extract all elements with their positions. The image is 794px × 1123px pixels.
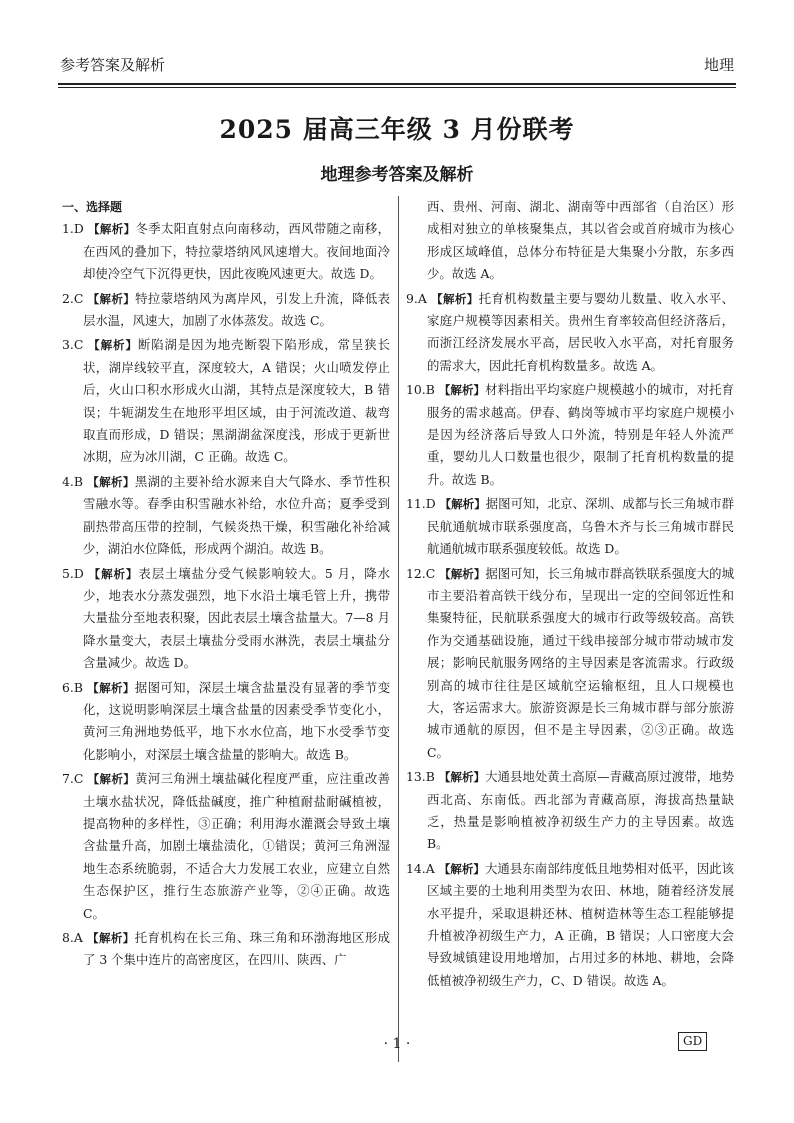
header-subject: 地理	[703, 56, 734, 74]
answer-item-4: 4.B 【解析】黑湖的主要补给水源来自大气降水、季节性积雪融水等。春季由积雪融水补给，水位升高；夏季受到副热带高压带的控制，气候炎热干燥，积雪融化补给减少，湖泊水位降低，形成两个湖泊。故选 B。	[62, 473, 391, 557]
answer-item-13: 13.B 【解析】大通县地处黄土高原—青藏高原过渡带，地势西北高、东南低。西北部为青藏高原，海拔高热量缺乏，热量是影响植被净初级生产力的主导因素。故选 B。	[406, 769, 734, 852]
page-number: · 1 ·	[383, 1036, 411, 1052]
section-heading: 一、选择题	[62, 200, 123, 214]
answer-item-8: 8.A 【解析】托育机构在长三角、珠三角和环渤海地区形成了 3 个集中连片的高密度区，在四川、陕西、广	[62, 930, 390, 968]
answer-item-6: 6.B 【解析】据图可知，深层土壤含盐量没有显著的季节变化，这说明影响深层土壤含盐量的因素受季节变化小，黄河三角洲地势低平，地下水水位高，地下水受季节变化影响小，对深层土壤含盐量的影响大。故选 B。	[62, 679, 391, 762]
edition-code-box: GD	[678, 1032, 707, 1051]
header-rule	[58, 83, 736, 85]
answer-item-2: 2.C 【解析】特拉蒙塔纳风为离岸风，引发上升流，降低表层水温，风速大，加剧了水体蒸发。故选 C。	[62, 290, 391, 329]
answer-item-7: 7.C 【解析】黄河三角洲土壤盐碱化程度严重，应注重改善土壤水盐状况，降低盐碱度，推广种植耐盐耐碱植被，提高物种的多样性，③正确；利用海水灌溉会导致土壤含盐量升高，加剧土壤盐渍化，①错误；黄河三角洲湿地生态系统脆弱，不适合大力发展工农业，应建立自然生态保护区，推行生态旅游产业等，②④正确。故选 C。	[62, 771, 391, 921]
column-divider	[398, 196, 399, 1062]
right-column	[406, 196, 734, 994]
answer-item-11: 11.D 【解析】据图可知，北京、深圳、成都与长三角城市群民航通航城市联系强度高，乌鲁木齐与长三角城市群民航通航城市联系强度较低。故选 D。	[406, 496, 735, 557]
left-column	[62, 196, 390, 974]
answer-item-14: 14.A 【解析】大通县东南部纬度低且地势相对低平，因此该区域主要的土地利用类型为农田、林地，随着经济发展水平提升，采取退耕还林、植树造林等生态工程能够提升植被净初级生产力，A 正确，B 错误；人口密度大会导致城镇建设用地增加，占用过多的林地、耕地，会降低植被净初级生产力，C、D 错误。故选 A。	[406, 860, 735, 988]
answer-item-5: 5.D 【解析】表层土壤盐分受气候影响较大。5 月，降水少，地表水分蒸发强烈，地下水沿土壤毛管上升，携带大量盐分至地表积聚，因此表层土壤含盐量大。7—8 月降水量变大，表层土壤盐分受雨水淋洗，表层土壤盐分含量减少。故选 D。	[62, 565, 390, 671]
page-title: 2025 届高三年级 3 月份联考	[219, 115, 575, 144]
answer-item-1: 1.D 【解析】冬季太阳直射点向南移动，西风带随之南移，在西风的叠加下，特拉蒙塔纳风风速增大。夜间地面冷却使冷空气下沉得更快，因此夜晚风速更大。故选 D。	[62, 221, 391, 282]
header-rule-thin	[58, 87, 736, 88]
answer-item-3: 3.C 【解析】断陷湖是因为地壳断裂下陷形成，常呈狭长状，湖岸线较平直，深度较大，A 错误；火山喷发停止后，火山口积水形成火山湖，其特点是深度较大，B 错误；牛轭湖发生在地形平坦区域，由于河流改道、裁弯取直而形成，D 错误；黑湖湖盆深度浅，形成于更新世冰期，应为冰川湖，C 正确。故选 C。	[62, 337, 391, 465]
answer-item-12: 12.C 【解析】据图可知，长三角城市群高铁联系强度大的城市主要沿着高铁干线分布，呈现出一定的空间邻近性和集聚特征，民航联系强度大的城市行政等级较高。高铁作为交通基础设施，通过干线串接部分城市带动城市发展；影响民航服务网络的主导因素是客流需求。行政级别高的城市往往是区域航空运输枢纽，且人口规模也大，客运需求大。旅游资源是长三角城市群与部分旅游城市通航的原因，但不是主导因素，②③正确。故选 C。	[406, 565, 734, 760]
page-subtitle: 地理参考答案及解析	[320, 165, 474, 185]
answer-item-9: 9.A 【解析】托育机构数量主要与婴幼儿数量、收入水平、家庭户规模等因素相关。贵州生育率较高但经济落后，而浙江经济发展水平高，居民收入水平高，对托育服务的需求大，因此托育机构数量多。故选 A。	[406, 290, 734, 373]
answer-item-10: 10.B 【解析】材料指出平均家庭户规模越小的城市，对托育服务的需求越高。伊春、鹤岗等城市平均家庭户规模小是因为经济落后导致人口外流，特别是年轻人外流严重，婴幼儿人口数量也很少，限制了托育机构数量的提升。故选 B。	[406, 382, 734, 487]
answer-item-8-continued: 西、贵州、河南、湖北、湖南等中西部省（自治区）形成相对独立的单核聚集点，其以省会或首府城市为核心形成区域峰值，总体分布特征是大集聚小分散，东多西少。故选 A。	[427, 199, 734, 282]
header-left-title: 参考答案及解析	[60, 56, 166, 74]
